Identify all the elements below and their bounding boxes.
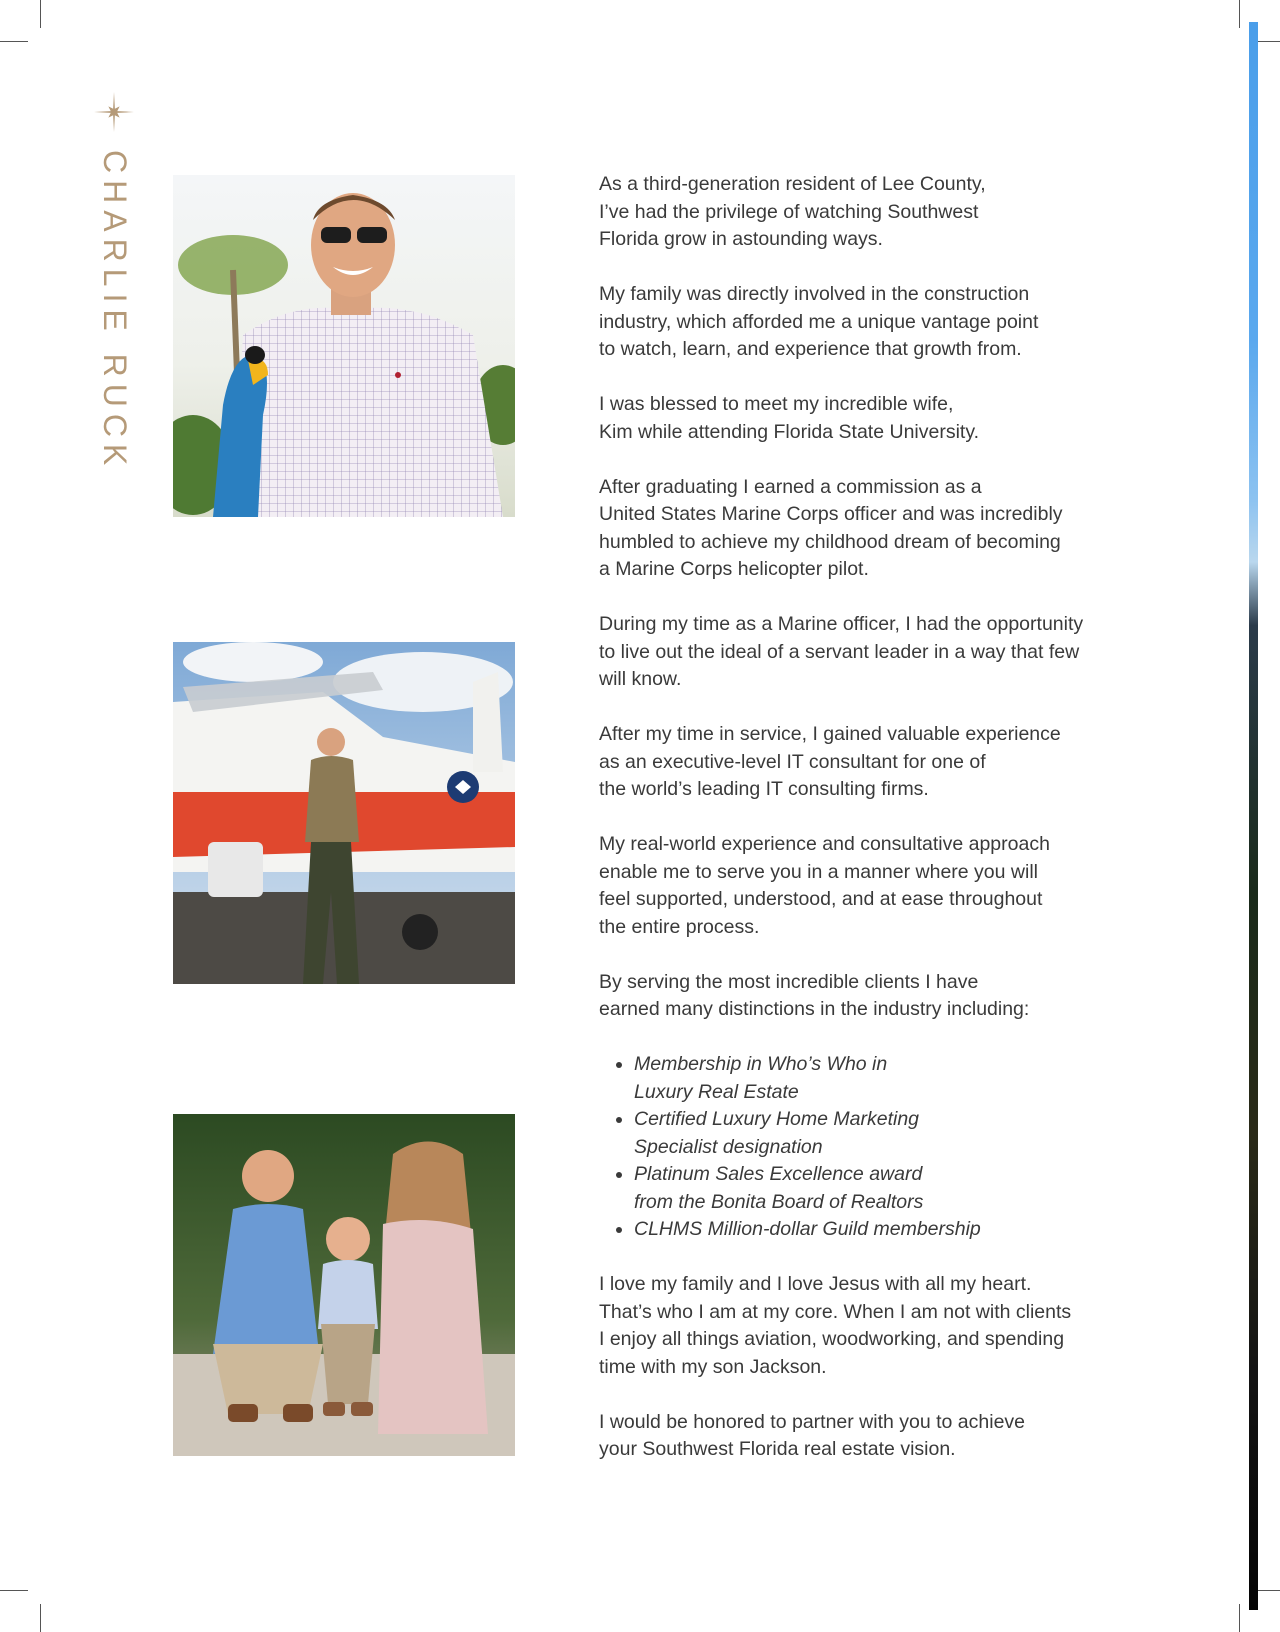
vertical-agent-name: CHARLIE RUCK xyxy=(97,150,133,473)
bio-paragraph: My family was directly involved in the construction industry, which afforded me a unique vantage point to watch, learn, and experience that growth from. xyxy=(599,283,1039,360)
adjacent-page-strip xyxy=(1249,22,1258,1610)
distinctions-list xyxy=(599,1051,1119,1244)
crop-mark xyxy=(0,41,28,42)
sparkle-star-icon xyxy=(94,92,134,132)
distinction-item: • Membership in Who’s Who in Luxury Real Estate xyxy=(634,1051,1119,1106)
crop-mark xyxy=(1239,0,1240,28)
pilot-with-aircraft-photo xyxy=(173,642,515,984)
bio-paragraph: I was blessed to meet my incredible wife, Kim while attending Florida State University. xyxy=(599,393,980,443)
crop-mark xyxy=(1239,1604,1240,1632)
closing-paragraph: I would be honored to partner with you to achieve your Southwest Florida real estate vision. xyxy=(599,1410,1026,1460)
distinction-item: • Certified Luxury Home Marketing Specialist designation xyxy=(634,1106,1119,1161)
crop-mark xyxy=(40,1604,41,1632)
crop-mark xyxy=(0,1590,28,1591)
distinction-item: • Platinum Sales Excellence award from the Bonita Board of Realtors xyxy=(634,1161,1119,1216)
crop-mark xyxy=(40,0,41,28)
distinction-item: • CLHMS Million-dollar Guild membership xyxy=(634,1216,1119,1244)
bio-paragraph: As a third-generation resident of Lee County, I’ve had the privilege of watching Southwest Florida grow in astounding ways. xyxy=(599,173,986,250)
bio-paragraph: After graduating I earned a commission as a United States Marine Corps officer and was incredibly humbled to achieve my childhood dream of becoming a Marine Corps helicopter pilot. xyxy=(599,475,1063,580)
man-with-parrot-photo xyxy=(173,175,515,517)
bio-paragraph: By serving the most incredible clients I have earned many distinctions in the industry including: xyxy=(599,970,1030,1020)
bio-paragraph: After my time in service, I gained valuable experience as an executive-level IT consultant for one of the world’s leading IT consulting firms. xyxy=(599,723,1061,800)
closing-paragraph: I love my family and I love Jesus with all my heart. That’s who I am at my core. When I am not with clients I enjoy all things aviation, woodworking, and spending time with my son Jackson. xyxy=(599,1273,1072,1378)
family-portrait-photo xyxy=(173,1114,515,1456)
bio-text-column xyxy=(599,171,1119,1491)
bio-paragraph: My real-world experience and consultative approach enable me to serve you in a manner where you will feel supported, understood, and at ease throughout the entire process. xyxy=(599,833,1050,938)
bio-paragraph: During my time as a Marine officer, I had the opportunity to live out the ideal of a servant leader in a way that few will know. xyxy=(599,613,1084,690)
